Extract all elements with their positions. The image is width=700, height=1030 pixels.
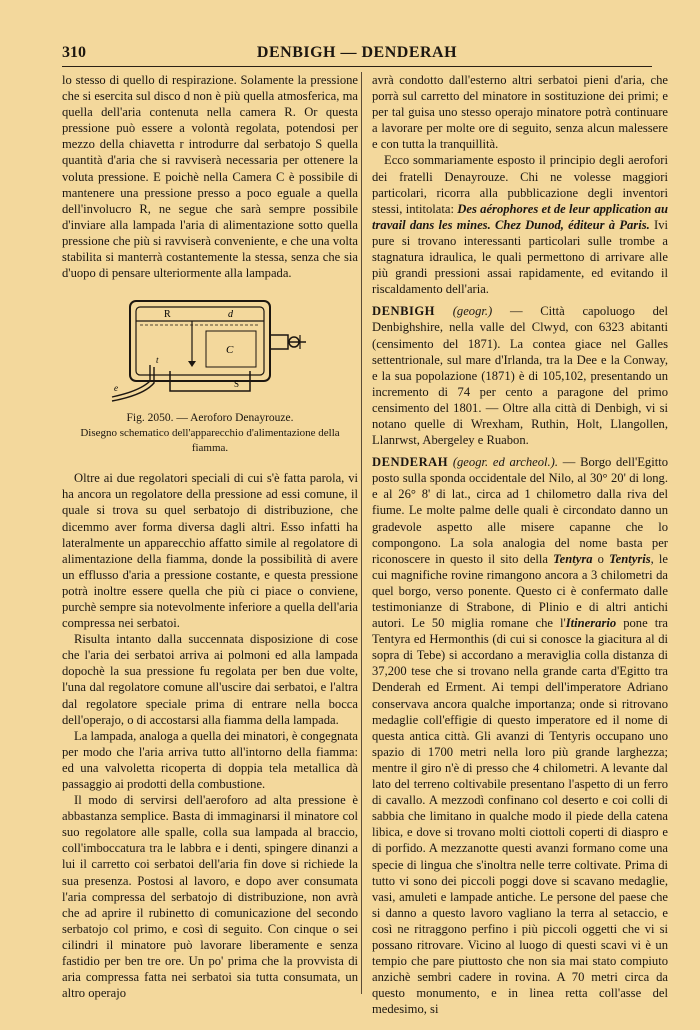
entry-text: — Borgo dell'Egitto posto sulla sponda occidentale del Nilo, al 30° 20' di long. e al 26° 8' di lat., circa ad 1 chilometro dalla riva del fiume. Le molte palme delle quali è circondato danno un gradevole aspetto alle misere capanne che lo compongono. La sola analogia del nome basta per riconoscere in questo il sito della — [372, 455, 668, 566]
paragraph: La lampada, analoga a quella dei minatori, è congegnata per modo che l'aria arriva tutto all'intorno della fiamma: ed una valvoletta ricoperta di doppia tela metallica dà passaggio ai prodotti della combustione. — [62, 728, 358, 791]
label-d: d — [228, 309, 233, 321]
right-column — [372, 72, 668, 1017]
label-t: t — [156, 355, 159, 366]
place-name: Tentyris — [609, 551, 651, 566]
entry-category: (geogr. ed archeol.). — [452, 455, 558, 470]
paragraph-text: Ecco sommariamente esposto il principio degli aerofori dei fratelli Denayrouze. Chi ne volesse maggiori particolari, ricorra alla pubblicazione degli inventori stessi, intitolata: — [372, 153, 668, 216]
running-header — [62, 44, 652, 67]
paragraph: Risulta intanto dalla succennata disposizione di cose che l'aria dei serbatoi arriva ai polmoni ed alla lampada dopochè la sua pressione fu regolata per ben due volte, l'una dal regolatore comune all'uscire dai serbatoi, e l'altra dal regolatore speciale prima di entrare nella bocca dell'operajo, o di accostarsi alla fiamma della lampada. — [62, 632, 358, 727]
paragraph: Il modo di servirsi dell'aeroforo ad alta pressione è abbastanza semplice. Basta di immaginarsi il minatore col suo regolatore alle spalle, colla sua lampada al braccio, coll'imboccatura tra le labbra e i denti, spingere dinanzi a lui il carretto coi serbatoi dell'aria fin dove si richiede la sua presenza. Postosi al lavoro, e dopo aver consumata l'aria compressa del serbatojo di distribuzione, non avrà che ad aprire il rubinetto di comunicazione del secondo serbatojo col primo, e così di seguito. Con cinque o sei cilindri il minatore può lavorare liberamente e senza fastidio per ben tre ore. Un po' prima che la provvista di aria compressa fatta nei serbatoi sia tutta consumata, un altro operajo — [62, 793, 358, 1001]
entry-headword: DENBIGH — [372, 304, 435, 319]
book-title: Des aérophores et de leur application au travail dans les mines. Chez Dunod, éditeur à Paris. — [372, 201, 668, 232]
entry-text: o — [592, 551, 610, 566]
paragraph-text: Ivi pure si trovano interessanti particolari sulle trombe a stagnatura idraulica, le quali permettono di arrivare alle più grandi pressioni assai rapidamente, ed evitando il riscaldamento dell'aria. — [372, 217, 668, 297]
paragraph — [372, 152, 668, 297]
entry-denbigh — [372, 303, 668, 448]
entry-text: pone tra Tentyra ed Hermonthis (di cui si conosce la giacitura al di sopra di Tebe) si accordano a meraviglia colla distanza di 37,200 tese che si trovano nella grande carta d'Egitto tra Denderah ed Erment. Ai tempi dell'imperatore Adriano conservava ancora qualche importanza; onde si ritrovano medaglie coll'effigie di questo imperatore ed il nome di questa antica città. Gli avanzi di Tentyris occupano uno spazio di 1700 metri nella loro più grande larghezza; mentre il giro n'è di presso che 4 chilometri. A levante dal lato del terreno coltivabile presentano l'aspetto di un ferro di cavallo. A mezzodì confinano col deserto e coi colli di sabbia che limitano in qualche modo il piede della catena libica, e dove si trovano molti ciottoli coperti di diaspro e di porfido. A mezzanotte questi avanzi formano come una specie di lingua che s'inoltra nelle terre coltivate. Prima di tutto vi sono dei piccoli poggi dove si scavano medaglie, vasi, amuleti e lampade antiche. Le persone del paese che si danno a questo lavoro vagliano la terra al setaccio, e così ne ritraggono perfino i più piccoli oggetti che vi si possano ritrovare. Vicino al luogo di questi scavi vi è un tempio che pare piuttosto che non sia mai stato compiuto anzichè sembri cadere in rovina. A 70 metri circa da questo monumento, e in linea retta coll'asse del medesimo, si — [372, 616, 668, 1017]
figure-caption: Fig. 2050. — Aeroforo Denayrouze. — [126, 412, 294, 425]
figure — [62, 295, 358, 456]
figure-description: Disegno schematico dell'apparecchio d'alimentazione della fiamma. — [80, 427, 340, 455]
aerophore-diagram — [110, 295, 310, 407]
column-divider — [361, 72, 362, 994]
entry-headword: DENDERAH — [372, 455, 449, 470]
book-title: Itinerario — [565, 616, 617, 631]
label-S: S — [234, 379, 240, 390]
entry-denderah — [372, 454, 668, 1017]
paragraph: avrà condotto dall'esterno altri serbatoi pieni d'aria, che porrà sul carretto del minatore in sostituzione dei primi; e per tal guisa uno stesso operajo minatore potrà continuare a lavorare per molte ore di seguito, senza alcun malessere e con tutta la tranquillità. — [372, 73, 668, 152]
label-e: e — [114, 383, 118, 394]
page-number: 310 — [62, 44, 86, 61]
entry-category: (geogr.) — [452, 304, 493, 319]
page-title: DENBIGH — DENDERAH — [256, 44, 458, 61]
label-R: R — [164, 309, 171, 321]
paragraph: lo stesso di quello di respirazione. Solamente la pressione che si esercita sul disco d non è più quella atmosferica, ma quella dell'aria contenuta nella camera R. Or questa pressione può essere a volontà regolata, potendosi per mezzo della chiavetta r introdurre dal serbatojo S quella quantità d'aria che si ravviserà necessaria per ottenere la voluta pressione. E poichè nella Camera C è possibile di mantenere una pressione presso a poco eguale a quella dell'involucro R, ne segue che sarà sempre possibile d'inviare alla lampada l'aria di alimentazione sotto quella pressione che più si ravviserà conveniente, e che una volta stabilita si manterrà costantemente la stessa, senza che sia d'uopo di pensare ulteriormente alla lampada. — [62, 73, 358, 281]
left-column — [62, 72, 358, 1001]
paragraph: Oltre ai due regolatori speciali di cui s'è fatta parola, vi ha ancora un regolatore della pressione ad essi comune, il quale si trova su quel serbatojo di distribuzione, che dicemmo aver forma diversa dagli altri. Esso infatti ha lateralmente un apparecchio affatto simile al regolatore di alimentazione della fiamma, donde la possibilità di avere un efflusso d'aria a pressione costante, e questa pressione potrà inoltre essere quella che più ci piace o conviene, purchè sempre sia notevolmente inferiore a quella dell'aria compressa nei serbatoi. — [62, 471, 358, 631]
entry-text: — Città capoluogo del Denbighshire, nella valle del Clwyd, con 6323 abitanti (censimento del 1871). La contea giace nel Galles settentrionale, sul mare d'Irlanda, tra la Dee e la Conway, e la sua popolazione (1871) è di 105,102, presentando un incremento di 74 per cento a paragone del primo censimento del 1801. — Oltre alla città di Denbigh, vi si notano quelle di Wrexham, Ruthin, Holt, Llangollen, Llanrwst, Abergeley e Ruabon. — [372, 304, 668, 448]
place-name: Tentyra — [553, 551, 593, 566]
label-C: C — [226, 344, 234, 357]
entry-text: , le cui magnifiche rovine rimangono ancora a 3 chilometri da quel borgo, verso ponente. Questo ci è confermato dalle testimonianze di Strabone, di Plinio e di altri antichi autori. Le 50 miglia romane che l' — [372, 551, 669, 631]
